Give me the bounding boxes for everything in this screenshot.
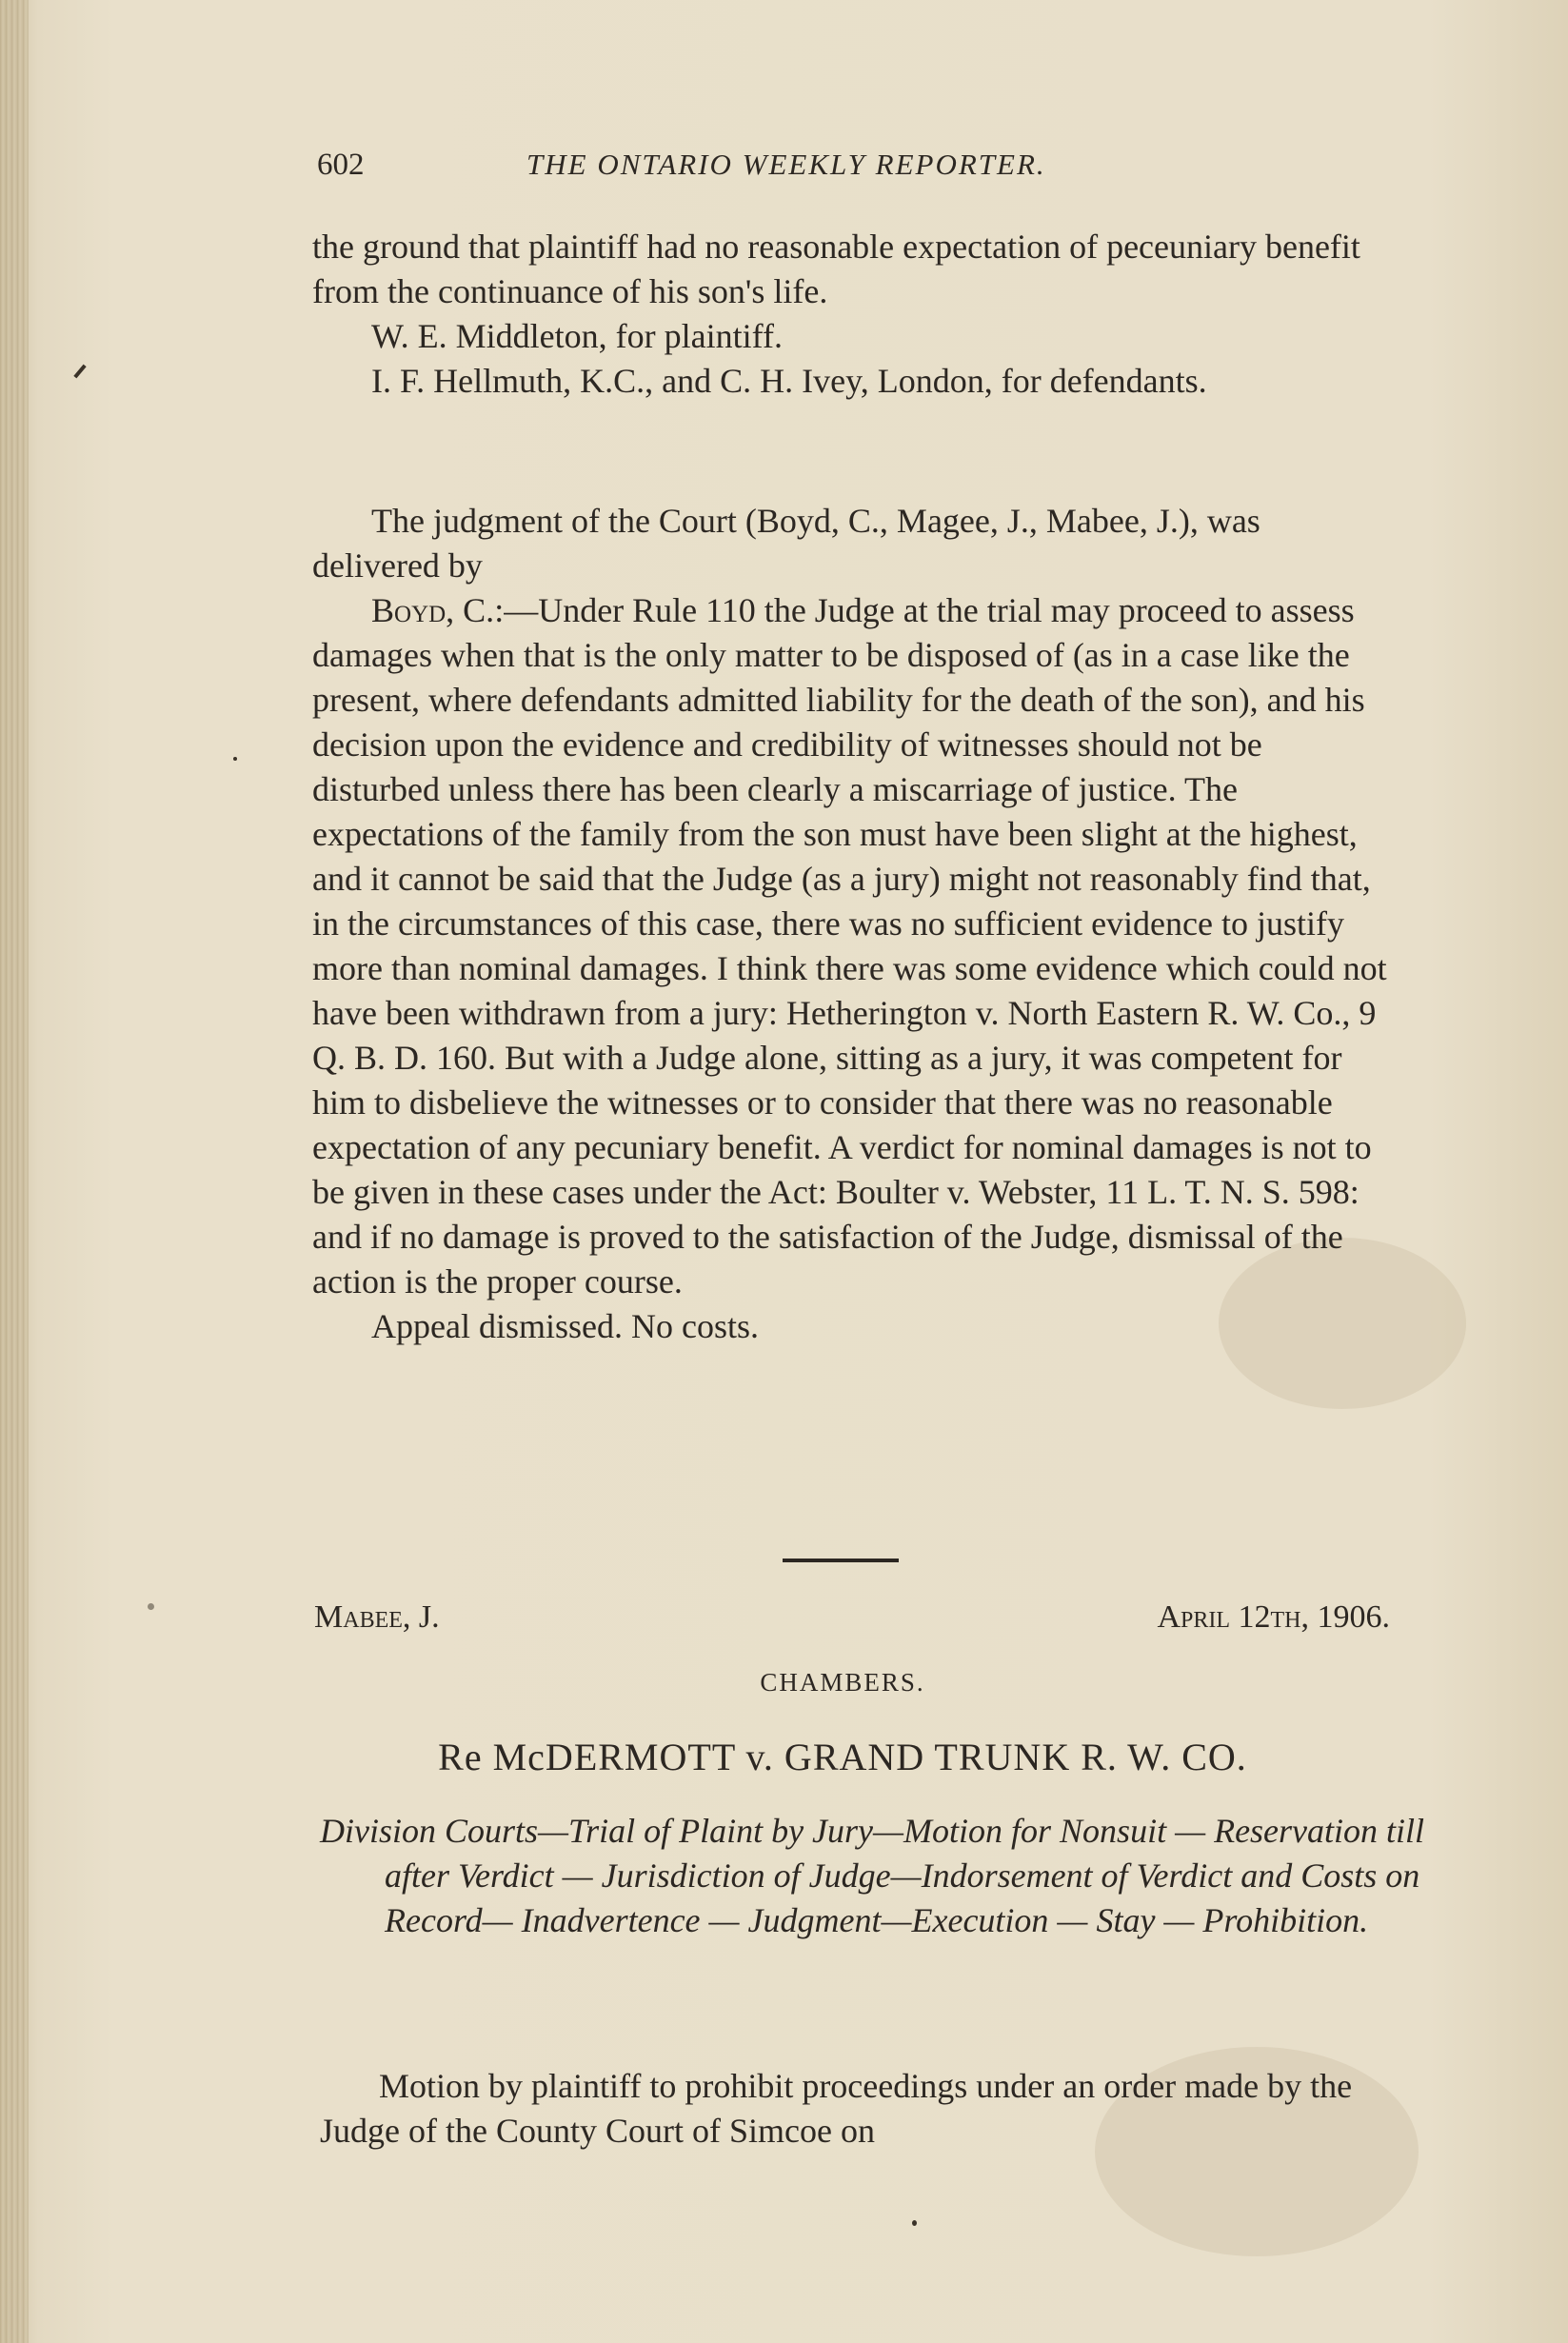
opening-text [312, 225, 1388, 404]
case-title: Re McDERMOTT v. GRAND TRUNK R. W. CO. [438, 1736, 1247, 1778]
case-dateline [314, 1599, 1390, 1647]
pencil-mark [73, 365, 86, 379]
headnote: Division Courts—Trial of Plaint by Jury—Motion for Nonsuit — Reservation till after Verdict — Jurisdiction of Judge—Indorsement of Verdict and Costs on Record— Inadvertence — Judgment—Execution — Stay — Prohibition. [320, 1812, 1425, 1939]
page-number: 602 [317, 148, 365, 182]
motion-text: Motion by plaintiff to prohibit proceedings under an order made by the Judge of the County Court of Simcoe on [320, 2067, 1353, 2150]
ink-dot [148, 1603, 154, 1610]
running-title: THE ONTARIO WEEKLY REPORTER. [526, 148, 1046, 181]
counsel-plaintiff: W. E. Middleton, for plaintiff. [371, 317, 783, 355]
judgment-intro: The judgment of the Court (Boyd, C., Magee, J., Mabee, J.), was delivered by [312, 502, 1260, 585]
motion-text-block [320, 2064, 1392, 2154]
counsel-defendants: I. F. Hellmuth, K.C., and C. H. Ivey, London, for defendants. [371, 362, 1207, 400]
ink-dot [912, 2220, 917, 2226]
binding-gutter [0, 0, 29, 2343]
page-header [317, 148, 1269, 195]
decision-date: April 12th, 1906. [1157, 1599, 1390, 1635]
opinion-text: :—Under Rule 110 the Judge at the trial may proceed to assess damages when that is the only matter to be disposed of (as in a case like the present, where defendants admitted liability for the death of the son), and his decision upon the evidence and credibility of witnesses should not be disturbed unless there has been clearly a miscarriage of justice. The expectations of the family from the son must have been slight at the highest, and it cannot be said that the Judge (as a jury) might not reasonably find that, in the circumstances of this case, there was no sufficient evidence to justify more than nominal damages. I think there was some evidence which could not have been withdrawn from a jury: Hetherington v. North Eastern R. W. Co., 9 Q. B. D. 160. But with a Judge alone, sitting as a jury, it was competent for him to disbelieve the witnesses or to consider that there was no reasonable expectation of any pecuniary benefit. A verdict for nominal damages is not to be given in these cases under the Act: Boulter v. Webster, 11 L. T. N. S. 598: and if no damage is proved to the satisfaction of the Judge, dismissal of the action is the proper course. [312, 591, 1387, 1301]
section-divider [783, 1559, 899, 1562]
ink-dot [233, 757, 237, 761]
court-label: CHAMBERS. [760, 1668, 925, 1697]
continued-paragraph: the ground that plaintiff had no reasonable expectation of peceuniary benefit from the continuance of his son's life. [312, 228, 1360, 310]
judge-name: Mabee, J. [314, 1599, 440, 1635]
judge-speaker: Boyd, C. [371, 591, 495, 629]
opinion-paragraph [312, 588, 1388, 1304]
result-line: Appeal dismissed. No costs. [371, 1307, 759, 1345]
judgment-text [312, 499, 1388, 1349]
